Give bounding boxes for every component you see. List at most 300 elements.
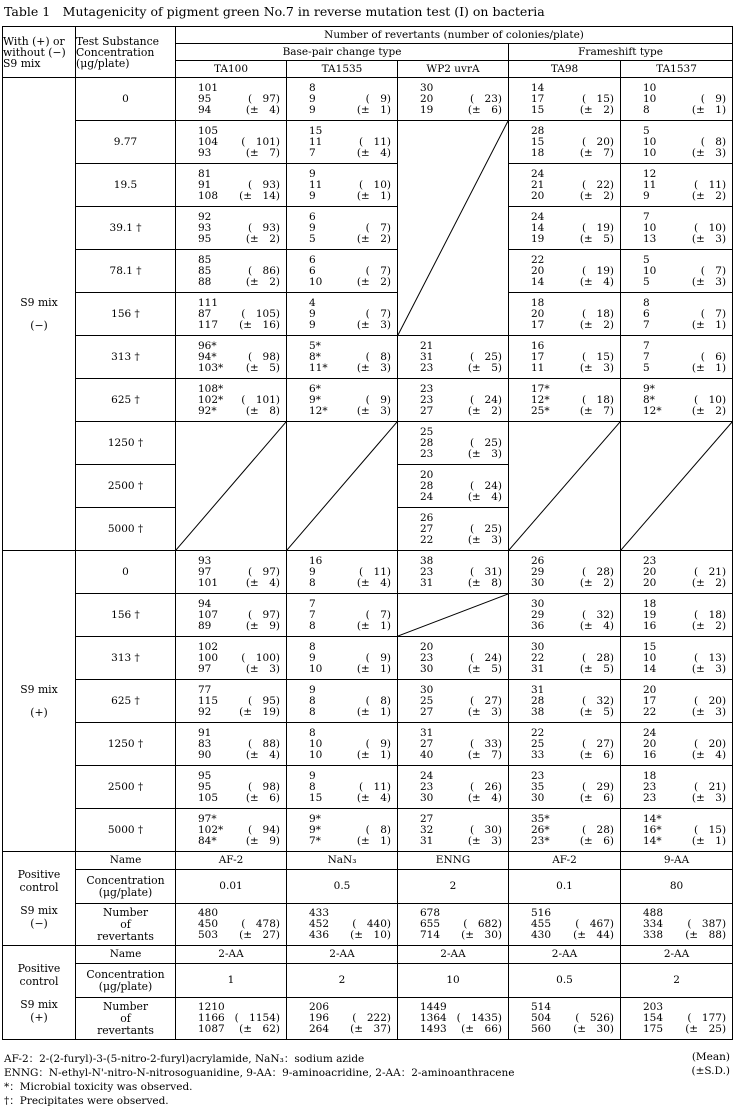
- plate-count: 30: [420, 791, 434, 804]
- plate-count: 81: [198, 167, 212, 180]
- not-tested-diagonal: [621, 422, 732, 550]
- s9-header-line: With (+) or: [3, 34, 65, 48]
- plate-count: 117: [198, 318, 219, 331]
- plate-count: 5: [643, 361, 650, 374]
- sd-value: (± 4): [579, 619, 614, 632]
- plate-count: 28: [420, 479, 434, 492]
- positive-control-name: 2-AA: [621, 946, 733, 964]
- sd-value: (± 27): [239, 929, 280, 941]
- sd-value: (± 2): [691, 576, 727, 589]
- plate-count: 196: [309, 1012, 330, 1024]
- plate-count: 6: [643, 307, 650, 320]
- label-line: (μg/plate): [98, 979, 153, 993]
- concentration: 9.77: [76, 121, 176, 164]
- mean-value: ( 8): [700, 135, 727, 148]
- mean-value: ( 18): [581, 307, 614, 320]
- plate-count: 35: [531, 780, 545, 793]
- plate-count: 14: [643, 662, 657, 675]
- mean-value: ( 30): [469, 823, 502, 836]
- mean-value: ( 682): [463, 918, 502, 930]
- plate-count: 12*: [531, 393, 550, 406]
- concentration: 2500 †: [76, 766, 176, 809]
- plate-count: 1210: [198, 1001, 225, 1013]
- sd-value: (± 2): [691, 619, 727, 632]
- mean-value: ( 8): [365, 350, 391, 363]
- mean-value: ( 97): [247, 565, 280, 578]
- plate-count: 92*: [198, 404, 217, 417]
- mean-value: ( 18): [694, 608, 727, 621]
- plate-count: 7: [643, 350, 650, 363]
- sd-value: (± 7): [245, 146, 280, 159]
- label-line: control: [19, 880, 59, 894]
- plate-count: 20: [420, 640, 434, 653]
- plate-count: 22: [531, 726, 545, 739]
- mean-value: ( 105): [241, 307, 280, 320]
- sd-value: (± 3): [467, 705, 502, 718]
- plate-count: 15: [531, 135, 545, 148]
- plate-count: 101: [198, 576, 219, 589]
- plate-count: 23: [420, 393, 434, 406]
- strain-header: TA1537: [621, 61, 733, 78]
- plate-count: 9: [309, 221, 316, 234]
- mean-value: ( 31): [469, 565, 502, 578]
- plate-count: 94: [198, 103, 212, 116]
- sd-value: (± 6): [579, 791, 614, 804]
- plate-count: 338: [643, 929, 664, 941]
- strain-header: WP2 uvrA: [398, 61, 509, 78]
- plate-count: 22: [531, 651, 545, 664]
- mean-value: ( 11): [358, 135, 391, 148]
- mean-value: ( 25): [469, 522, 502, 535]
- footnote-1: AF-2：2-(2-furyl)-3-(5-nitro-2-furyl)acrylamide, NaN₃：sodium azide: [4, 1053, 365, 1065]
- sd-value: (± 88): [685, 929, 727, 941]
- not-tested-diagonal: [509, 422, 620, 550]
- plate-count: 19: [531, 232, 545, 245]
- plate-count: 25*: [531, 404, 550, 417]
- sd-value: (± 6): [467, 103, 502, 116]
- group-s9-minus: [3, 78, 76, 551]
- plate-count: 10: [643, 92, 657, 105]
- plate-count: 31: [420, 350, 434, 363]
- sd-value: (± 3): [245, 662, 280, 675]
- mean-value: ( 86): [247, 264, 280, 277]
- plate-count: 7: [309, 146, 316, 159]
- group-s9-plus: [3, 551, 76, 852]
- plate-count: 103*: [198, 361, 224, 374]
- concentration: 313 †: [76, 336, 176, 379]
- plate-count: 22: [531, 253, 545, 266]
- plate-count: 24: [531, 210, 545, 223]
- plate-count: 12*: [309, 404, 328, 417]
- plate-count: 20: [420, 468, 434, 481]
- mean-value: ( 9): [700, 92, 727, 105]
- plate-count: 203: [643, 1001, 664, 1013]
- plate-count: 30: [531, 791, 545, 804]
- plate-count: 97: [198, 662, 212, 675]
- positive-control-concentration: 0.5: [287, 870, 398, 904]
- mean-value: ( 6): [700, 350, 727, 363]
- mean-value: ( 101): [241, 135, 280, 148]
- plate-count: 9: [309, 307, 316, 320]
- plate-count: 14: [531, 275, 545, 288]
- mean-value: ( 20): [581, 135, 614, 148]
- label-line: Concentration: [86, 967, 165, 981]
- mean-value: ( 95): [247, 694, 280, 707]
- conc-header-line: Concentration: [76, 45, 155, 59]
- sd-value: (± 2): [579, 318, 614, 331]
- plate-count: 10: [643, 221, 657, 234]
- plate-count: 450: [198, 918, 219, 930]
- plate-count: 14*: [643, 812, 662, 825]
- plate-count: 25: [531, 737, 545, 750]
- plate-count: 560: [531, 1023, 552, 1035]
- mean-value: ( 28): [581, 651, 614, 664]
- mean-value: ( 20): [694, 737, 727, 750]
- legend-sd: (±S.D.): [691, 1065, 730, 1077]
- plate-count: 6: [309, 210, 316, 223]
- plate-count: 9: [309, 769, 316, 782]
- sd-value: (± 4): [245, 748, 280, 761]
- sd-value: (± 2): [356, 232, 391, 245]
- strain-header: TA98: [509, 61, 621, 78]
- plate-count: 85: [198, 253, 212, 266]
- plate-count: 105: [198, 124, 219, 137]
- plate-count: 20: [531, 189, 545, 202]
- plate-count: 1166: [198, 1012, 225, 1024]
- plate-count: 23: [420, 651, 434, 664]
- sd-value: (± 14): [239, 189, 280, 202]
- sd-value: (± 1): [691, 361, 727, 374]
- plate-count: 84*: [198, 834, 217, 847]
- plate-count: 14*: [643, 834, 662, 847]
- plate-count: 20: [643, 683, 657, 696]
- plate-count: 83: [198, 737, 212, 750]
- plate-count: 455: [531, 918, 552, 930]
- mean-value: ( 222): [352, 1012, 391, 1024]
- plate-count: 1449: [420, 1001, 447, 1013]
- sd-value: (± 2): [245, 232, 280, 245]
- plate-count: 10: [643, 264, 657, 277]
- plate-count: 264: [309, 1023, 330, 1035]
- concentration: 156 †: [76, 293, 176, 336]
- plate-count: 32: [420, 823, 434, 836]
- plate-count: 30: [531, 597, 545, 610]
- plate-count: 9: [309, 683, 316, 696]
- positive-control-name: 2-AA: [509, 946, 621, 964]
- mean-value: ( 21): [694, 780, 727, 793]
- mean-value: ( 1154): [234, 1012, 280, 1024]
- plate-count: 23: [420, 780, 434, 793]
- sd-value: (± 7): [579, 146, 614, 159]
- sd-value: (± 10): [350, 929, 391, 941]
- plate-count: 22: [643, 705, 657, 718]
- sd-value: (± 3): [691, 705, 727, 718]
- plate-count: 9*: [643, 382, 655, 395]
- positive-control-concentration: 1: [176, 964, 287, 998]
- plate-count: 8: [309, 619, 316, 632]
- label-line: (−): [30, 916, 48, 930]
- plate-count: 31: [420, 834, 434, 847]
- mean-value: ( 32): [581, 608, 614, 621]
- mean-value: ( 11): [358, 780, 391, 793]
- mean-value: ( 9): [365, 393, 391, 406]
- positive-control-concentration: 2: [621, 964, 733, 998]
- plate-count: 12*: [643, 404, 662, 417]
- plate-count: 36: [531, 619, 545, 632]
- positive-control-concentration: 80: [621, 870, 733, 904]
- sd-value: (± 4): [356, 576, 391, 589]
- label-line: Number: [102, 905, 149, 919]
- concentration: 0: [76, 551, 176, 594]
- plate-count: 7: [643, 210, 650, 223]
- mean-value: ( 9): [365, 737, 391, 750]
- plate-count: 85: [198, 264, 212, 277]
- mean-value: ( 7): [365, 264, 391, 277]
- plate-count: 111: [198, 296, 219, 309]
- mean-value: ( 8): [365, 694, 391, 707]
- plate-count: 27: [420, 522, 434, 535]
- plate-count: 35*: [531, 812, 550, 825]
- positive-control-name: 2-AA: [176, 946, 287, 964]
- plate-count: 206: [309, 1001, 330, 1013]
- conc-header-line: Test Substance: [76, 34, 160, 48]
- concentration: 0: [76, 78, 176, 121]
- mean-value: ( 13): [694, 651, 727, 664]
- concentration: 5000 †: [76, 508, 176, 551]
- plate-count: 516: [531, 907, 552, 919]
- mean-value: ( 478): [241, 918, 280, 930]
- sd-value: (± 2): [691, 189, 727, 202]
- plate-count: 95: [198, 780, 212, 793]
- label-line: Positive: [17, 867, 61, 881]
- plate-count: 9*: [309, 812, 321, 825]
- plate-count: 11: [643, 178, 657, 191]
- plate-count: 18: [643, 597, 657, 610]
- mean-value: ( 9): [365, 92, 391, 105]
- plate-count: 5: [643, 124, 650, 137]
- mean-value: ( 10): [694, 221, 727, 234]
- sd-value: (± 4): [691, 748, 727, 761]
- plate-count: 19: [420, 103, 434, 116]
- not-tested-diagonal: [398, 594, 508, 636]
- mean-value: ( 28): [581, 823, 614, 836]
- sd-value: (± 5): [579, 662, 614, 675]
- mean-value: ( 15): [694, 823, 727, 836]
- plate-count: 108: [198, 189, 219, 202]
- plate-count: 9: [309, 651, 316, 664]
- mean-value: ( 98): [247, 350, 280, 363]
- positive-control-concentration: 0.1: [509, 870, 621, 904]
- plate-count: 91: [198, 726, 212, 739]
- plate-count: 22: [420, 533, 434, 546]
- plate-count: 9*: [309, 823, 321, 836]
- plate-count: 10: [643, 135, 657, 148]
- mean-value: ( 97): [247, 608, 280, 621]
- sd-value: (± 6): [579, 834, 614, 847]
- positive-control-name: 9-AA: [621, 852, 733, 870]
- positive-control-name: NaN₃: [287, 852, 398, 870]
- plate-count: 31: [531, 662, 545, 675]
- plate-count: 95: [198, 232, 212, 245]
- sd-value: (± 1): [356, 103, 391, 116]
- plate-count: 40: [420, 748, 434, 761]
- plate-count: 6*: [309, 382, 321, 395]
- plate-count: 430: [531, 929, 552, 941]
- plate-count: 31: [420, 726, 434, 739]
- plate-count: 25: [420, 425, 434, 438]
- strain-header: TA100: [176, 61, 287, 78]
- plate-count: 25: [420, 694, 434, 707]
- sd-value: (± 5): [467, 662, 502, 675]
- label-line: S9 mix: [20, 903, 58, 917]
- mean-value: ( 98): [247, 780, 280, 793]
- mean-value: ( 101): [241, 393, 280, 406]
- plate-count: 8*: [309, 350, 321, 363]
- plate-count: 9: [309, 167, 316, 180]
- plate-count: 24: [420, 490, 434, 503]
- sd-value: (± 1): [356, 748, 391, 761]
- mean-value: ( 7): [700, 264, 727, 277]
- plate-count: 7*: [309, 834, 321, 847]
- mean-value: ( 26): [469, 780, 502, 793]
- sd-value: (± 3): [691, 662, 727, 675]
- sd-value: (± 2): [356, 275, 391, 288]
- label-line: of: [120, 917, 131, 931]
- mean-value: ( 21): [694, 565, 727, 578]
- mean-value: ( 100): [241, 651, 280, 664]
- sd-value: (± 4): [245, 103, 280, 116]
- plate-count: 9: [309, 565, 316, 578]
- label-line: Number: [102, 999, 149, 1013]
- plate-count: 30: [531, 576, 545, 589]
- plate-count: 93: [198, 221, 212, 234]
- positive-control-concentration: 0.01: [176, 870, 287, 904]
- plate-count: 16: [643, 619, 657, 632]
- mean-value: ( 440): [352, 918, 391, 930]
- plate-count: 1493: [420, 1023, 447, 1035]
- plate-count: 27: [420, 705, 434, 718]
- plate-count: 9: [309, 318, 316, 331]
- plate-count: 334: [643, 918, 664, 930]
- sd-value: (± 30): [461, 929, 502, 941]
- plate-count: 1364: [420, 1012, 447, 1024]
- sd-value: (± 3): [691, 791, 727, 804]
- plate-count: 20: [643, 565, 657, 578]
- mean-value: ( 7): [365, 608, 391, 621]
- plate-count: 714: [420, 929, 441, 941]
- not-tested-diagonal: [287, 422, 397, 550]
- mean-value: ( 28): [581, 565, 614, 578]
- plate-count: 8*: [643, 393, 655, 406]
- plate-count: 10: [643, 81, 657, 94]
- mean-value: ( 467): [575, 918, 614, 930]
- plate-count: 27: [420, 737, 434, 750]
- plate-count: 28: [531, 694, 545, 707]
- plate-count: 17: [643, 694, 657, 707]
- concentration: 5000 †: [76, 809, 176, 852]
- plate-count: 503: [198, 929, 219, 941]
- footnote-2: ENNG：N-ethyl-N'-nitro-N-nitrosoguanidine, 9-AA：9-aminoacridine, 2-AA：2-aminoanthracene: [4, 1067, 515, 1079]
- plate-count: 20: [643, 576, 657, 589]
- plate-count: 12: [643, 167, 657, 180]
- sd-value: (± 1): [356, 189, 391, 202]
- plate-count: 175: [643, 1023, 664, 1035]
- sd-value: (± 4): [579, 275, 614, 288]
- plate-count: 9: [309, 189, 316, 202]
- plate-count: 29: [531, 565, 545, 578]
- plate-count: 27: [420, 404, 434, 417]
- sd-value: (± 4): [356, 791, 391, 804]
- plate-count: 11*: [309, 361, 328, 374]
- strain-header: TA1535: [287, 61, 398, 78]
- plate-count: 5: [643, 275, 650, 288]
- plate-count: 10: [643, 146, 657, 159]
- plate-count: 24: [420, 769, 434, 782]
- mean-value: ( 23): [469, 92, 502, 105]
- sd-value: (± 1): [356, 662, 391, 675]
- label-line: revertants: [97, 1023, 154, 1037]
- plate-count: 13: [643, 232, 657, 245]
- plate-count: 16*: [643, 823, 662, 836]
- plate-count: 480: [198, 907, 219, 919]
- plate-count: 96*: [198, 339, 217, 352]
- positive-control-concentration: 2: [287, 964, 398, 998]
- plate-count: 18: [531, 146, 545, 159]
- plate-count: 11: [531, 361, 545, 374]
- sd-value: (± 1): [691, 103, 727, 116]
- sd-value: (± 5): [245, 361, 280, 374]
- plate-count: 115: [198, 694, 219, 707]
- plate-count: 94*: [198, 350, 217, 363]
- not-tested-diagonal: [398, 121, 508, 335]
- plate-count: 10: [309, 748, 323, 761]
- plate-count: 16: [531, 339, 545, 352]
- plate-count: 28: [420, 436, 434, 449]
- plate-count: 77: [198, 683, 212, 696]
- plate-count: 15: [643, 640, 657, 653]
- plate-count: 92: [198, 705, 212, 718]
- concentration: 625 †: [76, 680, 176, 723]
- plate-count: 23: [531, 769, 545, 782]
- sd-value: (± 2): [245, 275, 280, 288]
- sd-value: (± 6): [579, 748, 614, 761]
- plate-count: 93: [198, 554, 212, 567]
- plate-count: 11: [309, 178, 323, 191]
- plate-count: 105: [198, 791, 219, 804]
- sd-value: (± 44): [573, 929, 614, 941]
- sd-value: (± 8): [245, 404, 280, 417]
- plate-count: 23: [643, 554, 657, 567]
- concentration: 156 †: [76, 594, 176, 637]
- plate-count: 15: [531, 103, 545, 116]
- group-line: S9 mix: [20, 296, 58, 309]
- footnote-4: †：Precipitates were observed.: [4, 1095, 169, 1107]
- plate-count: 21: [531, 178, 545, 191]
- sd-value: (± 62): [239, 1023, 280, 1035]
- plate-count: 30: [531, 640, 545, 653]
- sd-value: (± 8): [467, 576, 502, 589]
- plate-count: 26: [420, 511, 434, 524]
- sd-value: (± 2): [691, 404, 727, 417]
- footnote-3: *：Microbial toxicity was observed.: [4, 1081, 193, 1093]
- plate-count: 92: [198, 210, 212, 223]
- sd-value: (± 9): [245, 834, 280, 847]
- plate-count: 15: [309, 791, 323, 804]
- concentration: 19.5: [76, 164, 176, 207]
- name-label: Name: [76, 946, 176, 964]
- plate-count: 18: [643, 769, 657, 782]
- plate-count: 6: [309, 253, 316, 266]
